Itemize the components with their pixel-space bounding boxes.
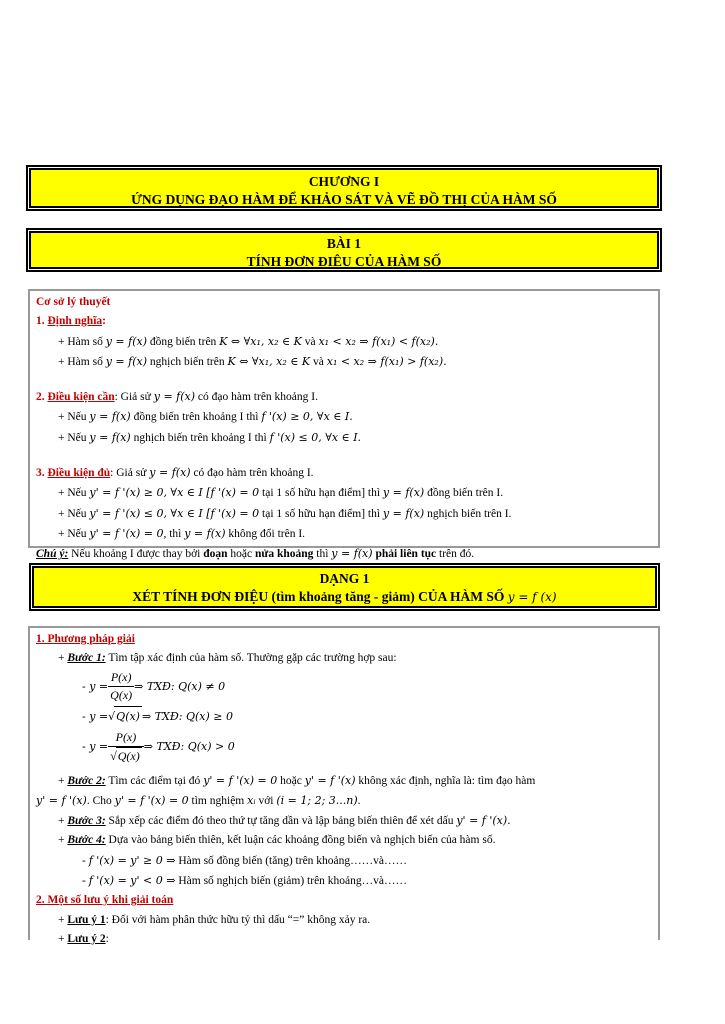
note1-label: Lưu ý 1 — [67, 913, 106, 926]
note2-label: Lưu ý 2 — [67, 932, 106, 945]
definition-title: Định nghĩa — [47, 315, 103, 328]
necessary-title: Điều kiện cần — [47, 391, 115, 404]
form1-number: DẠNG 1 — [319, 571, 370, 586]
chapter-number: CHƯƠNG I — [308, 174, 380, 189]
note1-line: + Lưu ý 1: Đối với hàm phân thức hữu tỷ thì dấu “=” không xảy ra. — [58, 913, 371, 926]
step3-label: Bước 3: — [67, 815, 106, 828]
case-fraction-sqrt: - y = $\frac{P(x)}{√Q(x)}$ ⇒ TXĐ: Q(x) > 0 — [82, 729, 235, 763]
method-box — [28, 626, 660, 945]
necessary-decreasing: + Nếu y = f(x) nghịch biến trên khoảng I thì f '(x) ≤ 0, ∀x ∈ I. — [58, 430, 362, 444]
step2-line: + Bước 2: Tìm các điểm tại đó y' = f '(x) = 0 hoặc y' = f '(x) không xác định, nghĩa là: tìm đạo hàm — [58, 773, 536, 787]
definition-heading: 1. Định nghĩa: — [36, 315, 106, 328]
theory-heading: Cơ sở lý thuyết — [36, 296, 111, 308]
note2-line: + Lưu ý 2: — [58, 932, 109, 945]
sufficient-increasing: + Nếu y' = f '(x) ≥ 0, ∀x ∈ I [f '(x) = 0 tại 1 số hữu hạn điểm] thì y = f(x) đồng biến trên I. — [58, 486, 504, 500]
definition-increasing: + Hàm số y = f(x) đồng biến trên K ⇔ ∀x₁, x₂ ∈ K và x₁ < x₂ ⇒ f(x₁) < f(x₂). — [58, 334, 439, 348]
lesson-number: BÀI 1 — [326, 236, 362, 251]
theory-box — [28, 289, 660, 561]
form1-title-box — [32, 566, 657, 608]
chapter-title: ỨNG DỤNG ĐẠO HÀM ĐỂ KHẢO SÁT VÀ VẼ ĐỒ THỊ CỦA HÀM SỐ — [131, 192, 557, 207]
case-sqrt: - y = √ Q(x) ⇒ TXĐ: Q(x) ≥ 0 — [36, 705, 652, 729]
sufficient-decreasing: + Nếu y' = f '(x) ≤ 0, ∀x ∈ I [f '(x) = 0 tại 1 số hữu hạn điểm] thì y = f(x) nghịch biến trên I. — [58, 506, 512, 520]
step1-line: + Bước 1: Tìm tập xác định của hàm số. Thường gặp các trường hợp sau: — [58, 652, 397, 665]
necessary-condition: 2. Điều kiện cần: Giả sử y = f(x) có đạo hàm trên khoảng I. — [36, 390, 318, 404]
note-line: Chú ý: Nếu khoảng I được thay bởi đoạn hoặc nửa khoảng thì y = f(x) phải liên tục trên đó. — [36, 547, 475, 561]
step4-increasing: - f '(x) = y' ≥ 0 ⇒ Hàm số đồng biến (tăng) trên khoảng……và…… — [82, 853, 408, 867]
step1-label: Bước 1: — [67, 652, 106, 665]
step4-line: + Bước 4: Dựa vào bảng biến thiên, kết luận các khoảng đồng biến và nghịch biến của hàm số. — [58, 834, 496, 847]
lesson-title: TÍNH ĐƠN ĐIỆU CỦA HÀM SỐ — [246, 254, 442, 269]
chapter-title-box — [29, 168, 659, 208]
step2-label: Bước 2: — [67, 774, 106, 787]
case-fraction: - y = $\frac{P(x)}{Q(x)}$ ⇒ TXĐ: Q(x) ≠ 0 — [82, 670, 226, 703]
step4-label: Bước 4: — [67, 834, 106, 847]
step2-continued: y' = f '(x). Cho y' = f '(x) = 0 tìm nghiệm xᵢ với (i = 1; 2; 3...n). — [36, 793, 361, 807]
sufficient-constant: + Nếu y' = f '(x) = 0, thì y = f(x) không đổi trên I. — [58, 526, 306, 540]
notes-heading: 2. Một số lưu ý khi giải toán — [36, 894, 174, 907]
step3-line: + Bước 3: Sắp xếp các điểm đó theo thứ tự tăng dần và lập bảng biến thiên để xét dấu y' = f '(x). — [58, 814, 511, 828]
method-heading: 1. Phương pháp giải — [36, 633, 135, 645]
form1-title: XÉT TÍNH ĐƠN ĐIỆU (tìm khoảng tăng - giảm) CỦA HÀM SỐ y = f (x) — [132, 589, 557, 604]
sufficient-title: Điều kiện đủ — [47, 467, 111, 480]
note-label: Chú ý: — [36, 548, 69, 561]
sufficient-condition: 3. Điều kiện đủ: Giả sử y = f(x) có đạo hàm trên khoảng I. — [36, 466, 314, 480]
definition-decreasing: + Hàm số y = f(x) nghịch biến trên K ⇔ ∀x₁, x₂ ∈ K và x₁ < x₂ ⇒ f(x₁) > f(x₂). — [58, 354, 447, 368]
lesson-title-box — [29, 231, 659, 269]
necessary-increasing: + Nếu y = f(x) đồng biến trên khoảng I thì f '(x) ≥ 0, ∀x ∈ I. — [58, 410, 353, 424]
step4-decreasing: - f '(x) = y' < 0 ⇒ Hàm số nghịch biến (giảm) trên khoảng…và…… — [82, 874, 408, 888]
